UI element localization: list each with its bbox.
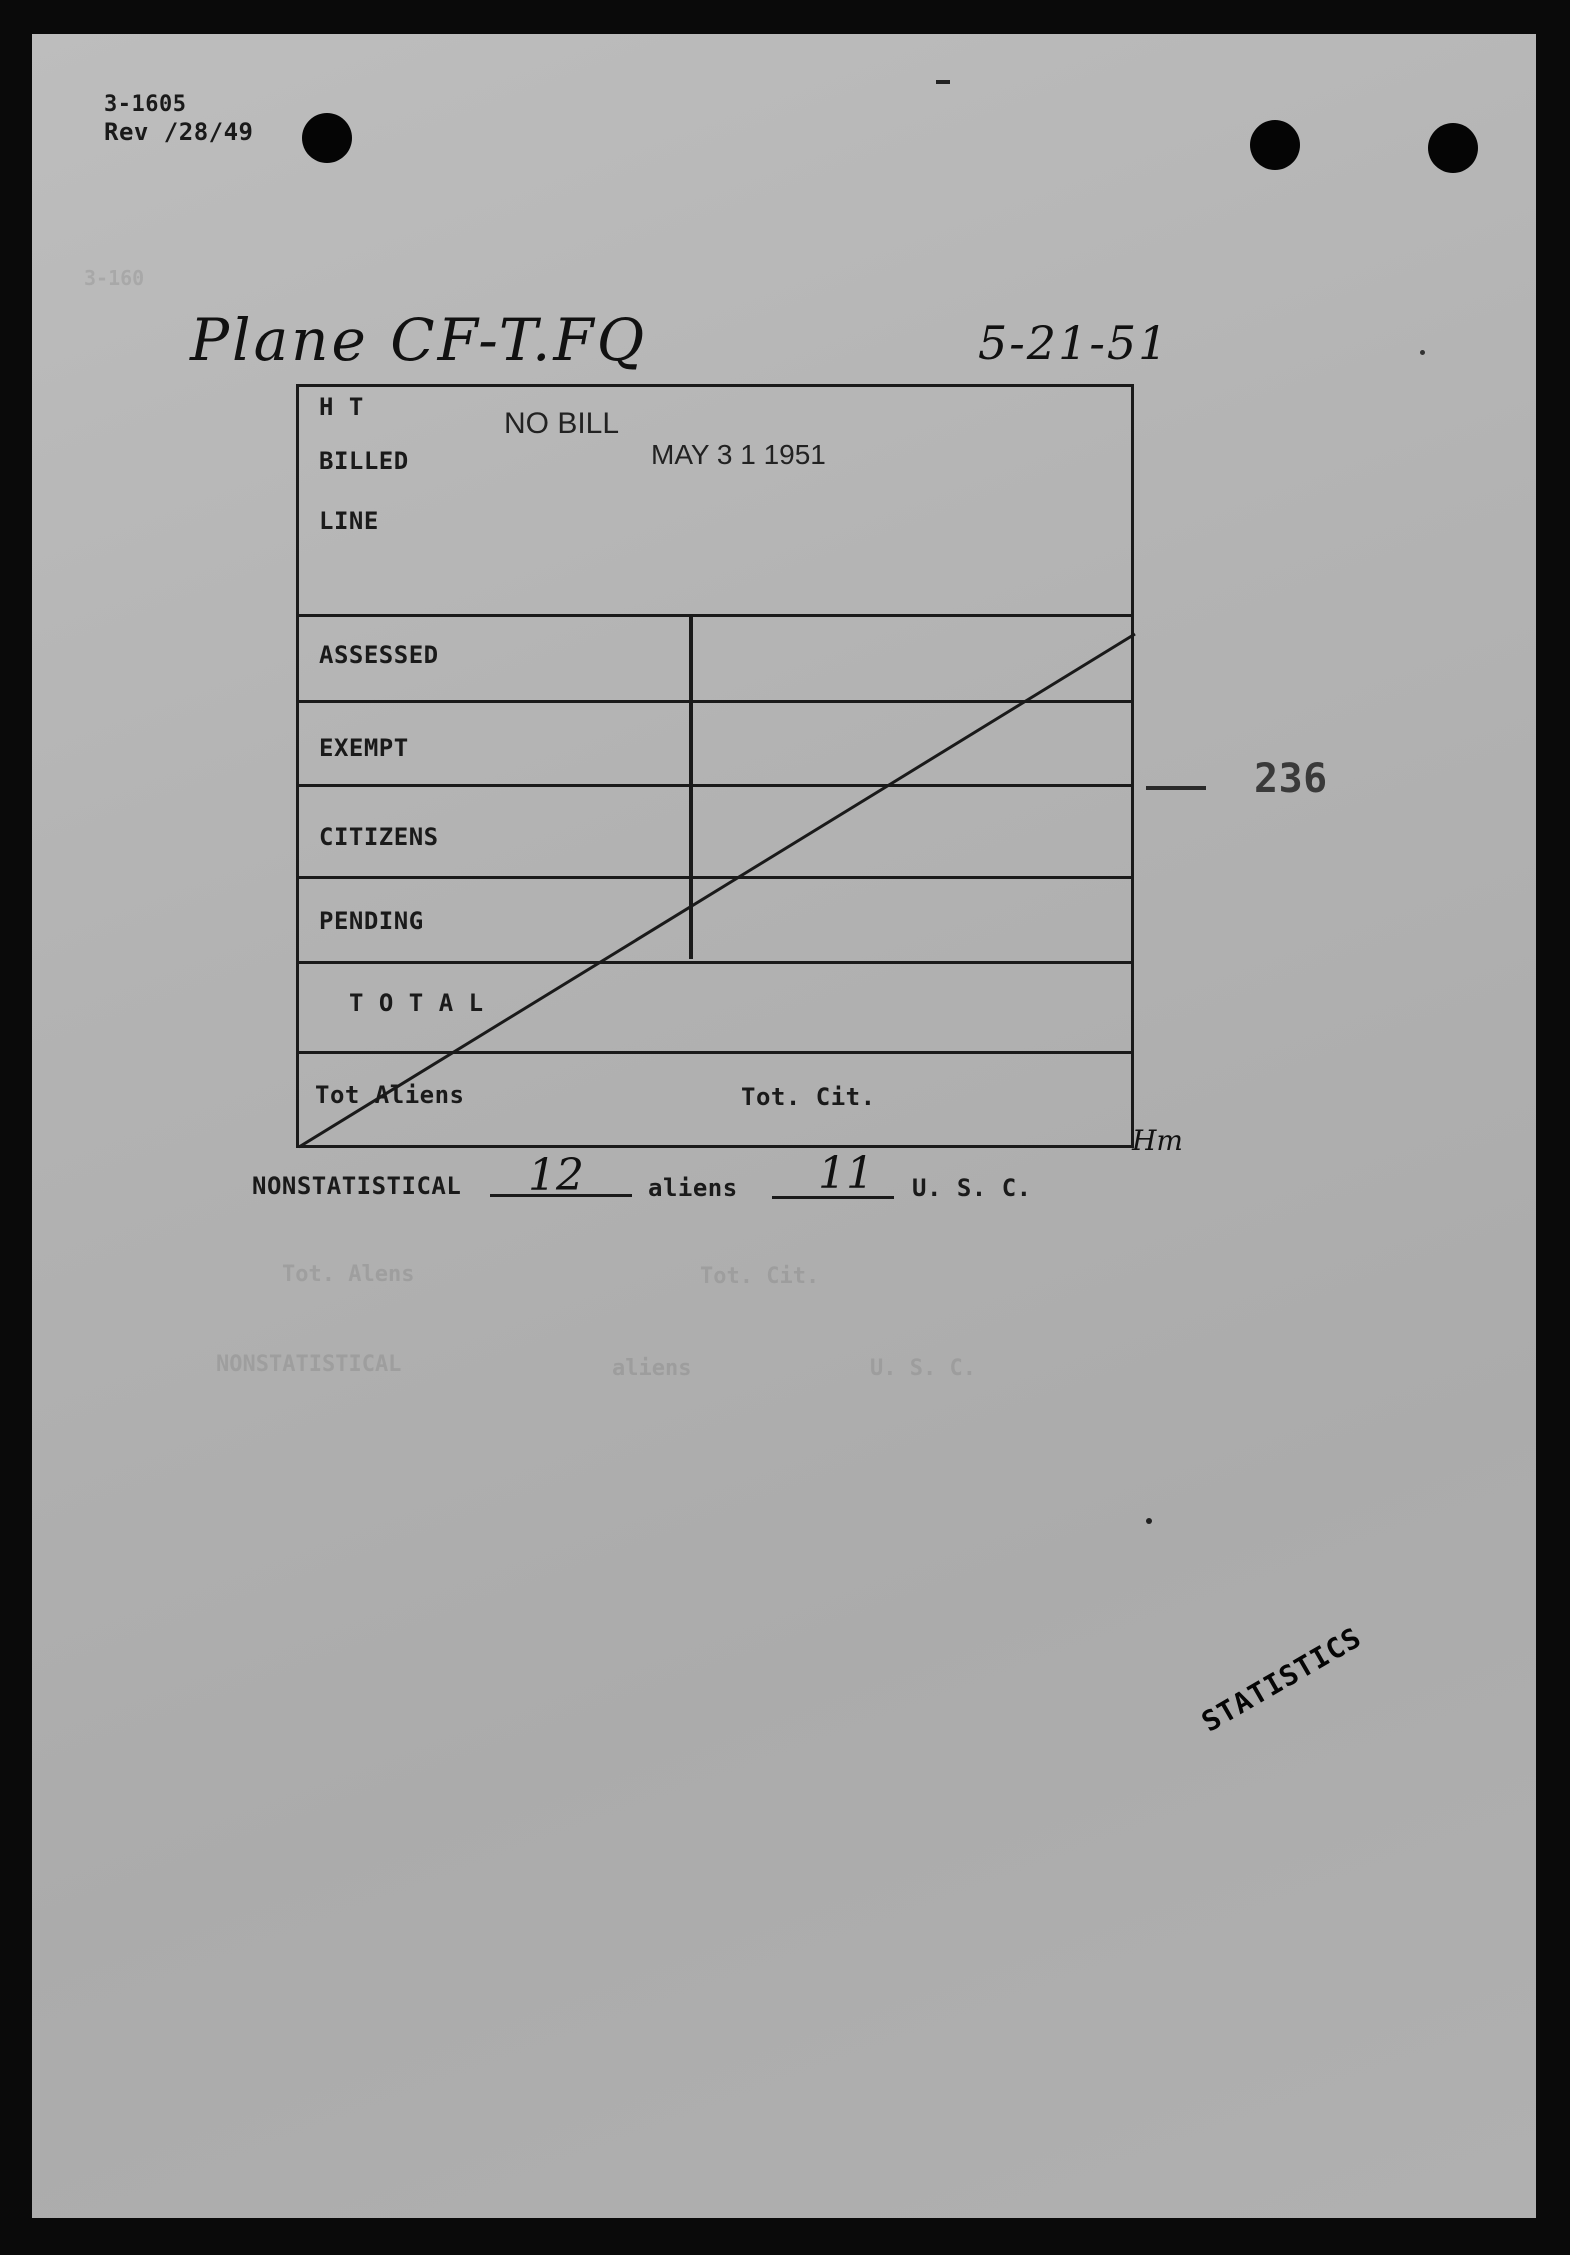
side-number: 236 [1254,756,1328,802]
statistics-form [296,384,1134,1148]
bleed-through-usc: U. S. C. [870,1356,976,1381]
punch-hole-right-2 [1428,123,1478,173]
no-bill-stamp: NO BILL [504,407,620,440]
nonstatistical-label: NONSTATISTICAL [252,1172,462,1200]
aliens-label: aliens [648,1174,738,1202]
file-reference-2: Rev /28/49 [104,118,254,146]
nonstatistical-aliens-value: 12 [528,1150,584,1201]
strike-through-line [299,387,1137,1151]
row-label-assessed: ASSESSED [319,641,439,669]
received-date-stamp: MAY 3 1 1951 [651,439,826,470]
punch-hole-right-1 [1250,120,1300,170]
row-label-exempt: EXEMPT [319,734,409,762]
bleed-through-nonstatistical: NONSTATISTICAL [216,1352,402,1377]
bleed-through-aliens: aliens [612,1356,692,1381]
total-label: T O T A L [349,989,484,1017]
handwritten-date: 5-21-51 [978,316,1170,370]
usc-label: U. S. C. [912,1174,1032,1202]
row-label-citizens: CITIZENS [319,823,439,851]
side-mark [1146,786,1206,790]
statistics-stamp: STATISTICS [1196,1620,1368,1739]
row-label-billed: BILLED [319,447,409,475]
plane-identifier: Plane CF-T.FQ [190,306,648,374]
file-reference-1: 3-1605 [104,92,187,117]
row-label-ht: H T [319,393,364,421]
bleed-through-tot-cit: Tot. Cit. [700,1264,820,1289]
speck [1146,1518,1152,1524]
row-label-pending: PENDING [319,907,424,935]
tot-aliens-label: Tot Aliens [315,1081,465,1109]
tot-cit-label: Tot. Cit. [741,1083,876,1111]
row-label-line: LINE [319,507,379,535]
punch-hole-left [302,113,352,163]
speck [936,80,950,84]
speck [1420,350,1425,355]
faint-reference: 3-160 [84,266,145,290]
bleed-through-tot-aliens: Tot. Alens [282,1262,415,1287]
initials: Hm [1132,1124,1183,1157]
nonstatistical-usc-value: 11 [818,1148,874,1199]
